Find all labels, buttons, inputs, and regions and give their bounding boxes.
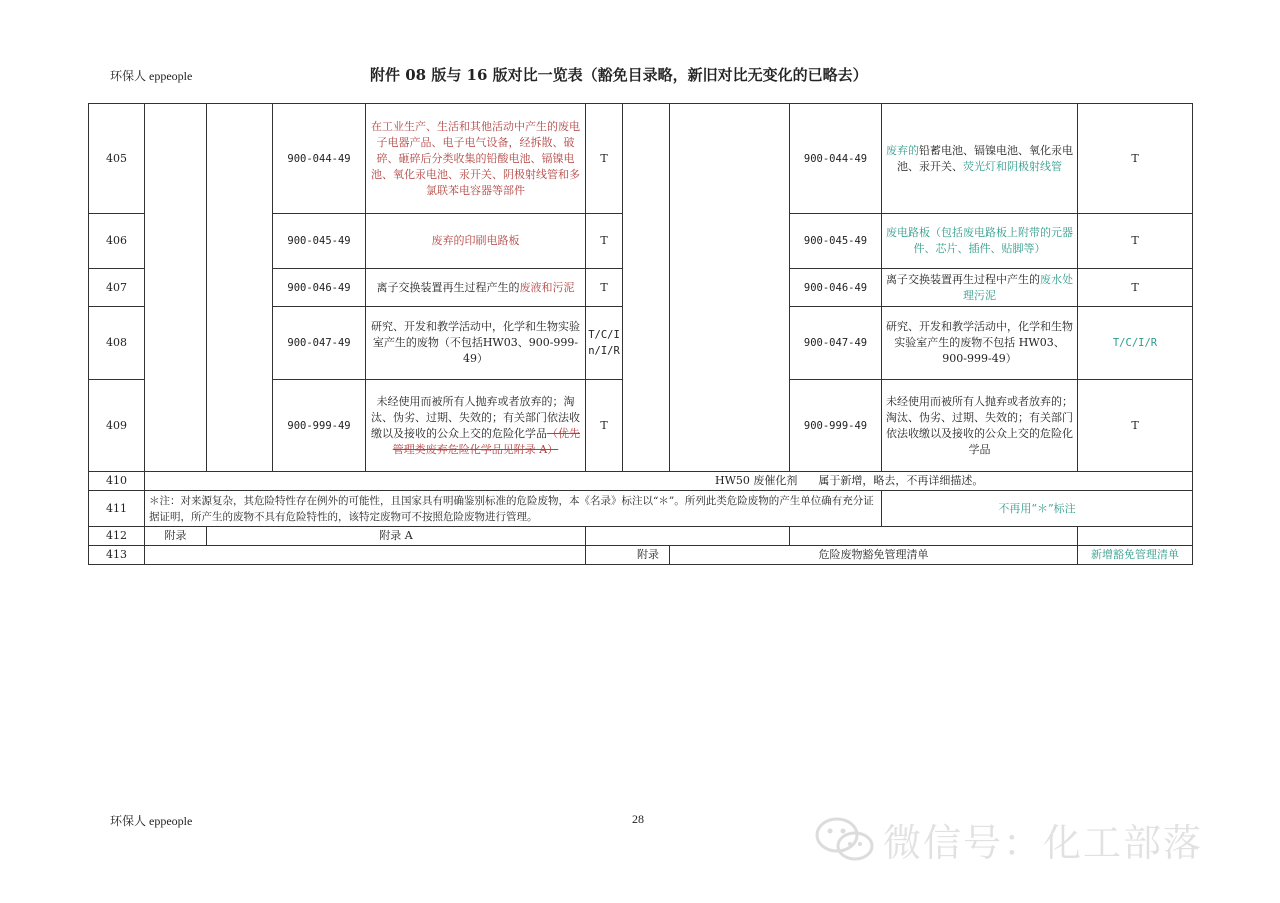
note-text: ＊注：对来源复杂，其危险特性存在例外的可能性，且国家具有明确鉴别标准的危险废物，本《名录》标注以“＊”。所列此类危险废物的产生单位确有充分证据证明，所产生的废物不具有危险特性的，该特定废物可不按照危险废物进行管理。 — [145, 491, 882, 527]
old-description: 在工业生产、生活和其他活动中产生的废电子电器产品、电子电气设备，经拆散、破碎、砸碎后分类收集的铅酸电池、镉镍电池、氧化汞电池、汞开关、阴极射线管和多氯联苯电容器等部件 — [366, 104, 586, 214]
new-desc-added: 荧光灯和阴极射线管 — [963, 159, 1062, 173]
watermark — [815, 812, 1203, 867]
row-number: 405 — [89, 104, 145, 214]
old-hazard: T/C/In/I/R — [586, 307, 623, 380]
new-desc-text: 铅蓄电池、镉镍电池、氧化汞电池、汞开关、 — [897, 143, 1073, 173]
old-desc-removed: （优先管理类废弃危险化学品见附录 A） — [392, 426, 580, 456]
row-number: 413 — [89, 546, 145, 565]
old-description: 研究、开发和教学活动中，化学和生物实验室产生的废物（不包括HW03、900-999-49） — [366, 307, 586, 380]
row-number: 411 — [89, 491, 145, 527]
row410-category: HW50 废催化剂 — [715, 474, 798, 487]
old-desc-text: 未经使用而被所有人抛弃或者放弃的；淘汰、伪劣、过期、失效的；有关部门依法收缴以及接收的公众上交的危险化学品 — [371, 394, 580, 440]
new-description: 未经使用而被所有人抛弃或者放弃的；淘汰、伪劣、过期、失效的；有关部门依法收缴以及接收的公众上交的危险化学品 — [882, 380, 1078, 472]
old-description — [366, 380, 586, 472]
old-code: 900-045-49 — [273, 214, 366, 269]
old-code: 900-047-49 — [273, 307, 366, 380]
old-description: 废弃的印刷电路板 — [366, 214, 586, 269]
page-number: 28 — [632, 812, 644, 826]
new-description — [882, 104, 1078, 214]
row410-text — [145, 472, 1193, 491]
appendix-label: 附录 — [586, 546, 670, 565]
old-hazard: T — [586, 269, 623, 307]
new-code: 900-044-49 — [790, 104, 882, 214]
appendix-value: 危险废物豁免管理清单 — [670, 546, 1078, 565]
old-code: 900-044-49 — [273, 104, 366, 214]
table-row — [89, 527, 1193, 546]
watermark-text: 微信号：化工部落 — [883, 821, 1204, 865]
appendix-empty — [586, 527, 790, 546]
row-number: 407 — [89, 269, 145, 307]
old-hazard: T — [586, 380, 623, 472]
old-hazard: T — [586, 214, 623, 269]
new-hazard: T — [1078, 104, 1193, 214]
new-desc-added: 废弃的 — [886, 143, 919, 157]
new-source-cell — [670, 104, 790, 472]
row-number: 406 — [89, 214, 145, 269]
new-description: 废电路板（包括废电路板上附带的元器件、芯片、插件、贴脚等） — [882, 214, 1078, 269]
new-hazard: T/C/I/R — [1078, 307, 1193, 380]
new-code: 900-999-49 — [790, 380, 882, 472]
row-number: 408 — [89, 307, 145, 380]
table-row — [89, 546, 1193, 565]
appendix-empty — [145, 546, 586, 565]
row-number: 410 — [89, 472, 145, 491]
old-code: 900-046-49 — [273, 269, 366, 307]
category-cell — [145, 104, 207, 472]
row-number: 412 — [89, 527, 145, 546]
old-code: 900-999-49 — [273, 380, 366, 472]
header-left: 环保人 eppeople — [110, 69, 193, 83]
old-hazard: T — [586, 104, 623, 214]
old-description — [366, 269, 586, 307]
appendix-new: 新增豁免管理清单 — [1078, 546, 1193, 565]
new-hazard: T — [1078, 269, 1193, 307]
source-cell — [207, 104, 273, 472]
wechat-logo-icon — [815, 815, 877, 865]
footer-left: 环保人 eppeople — [110, 814, 193, 828]
comparison-table — [88, 103, 1193, 565]
row-number: 409 — [89, 380, 145, 472]
new-category-cell — [623, 104, 670, 472]
note-new: 不再用“＊”标注 — [882, 491, 1193, 527]
table-row — [89, 104, 1193, 214]
new-code: 900-045-49 — [790, 214, 882, 269]
new-code: 900-047-49 — [790, 307, 882, 380]
appendix-empty — [1078, 527, 1193, 546]
old-desc-text: 离子交换装置再生过程产生的 — [376, 280, 520, 294]
page-title: 附件 08 版与 16 版对比一览表（豁免目录略，新旧对比无变化的已略去） — [370, 66, 868, 84]
new-code: 900-046-49 — [790, 269, 882, 307]
old-desc-removed: 废液和污泥 — [519, 280, 575, 294]
new-desc-added: 废水处理污泥 — [963, 272, 1073, 302]
row410-note: 属于新增，略去，不再详细描述。 — [818, 474, 984, 487]
appendix-empty — [790, 527, 1078, 546]
new-description — [882, 269, 1078, 307]
new-description: 研究、开发和教学活动中，化学和生物实验室产生的废物不包括 HW03、900-999-49） — [882, 307, 1078, 380]
table-row — [89, 472, 1193, 491]
table-row — [89, 491, 1193, 527]
appendix-label: 附录 — [145, 527, 207, 546]
new-hazard: T — [1078, 380, 1193, 472]
new-hazard: T — [1078, 214, 1193, 269]
appendix-value: 附录 A — [207, 527, 586, 546]
new-desc-text: 离子交换装置再生过程中产生的 — [886, 272, 1040, 286]
